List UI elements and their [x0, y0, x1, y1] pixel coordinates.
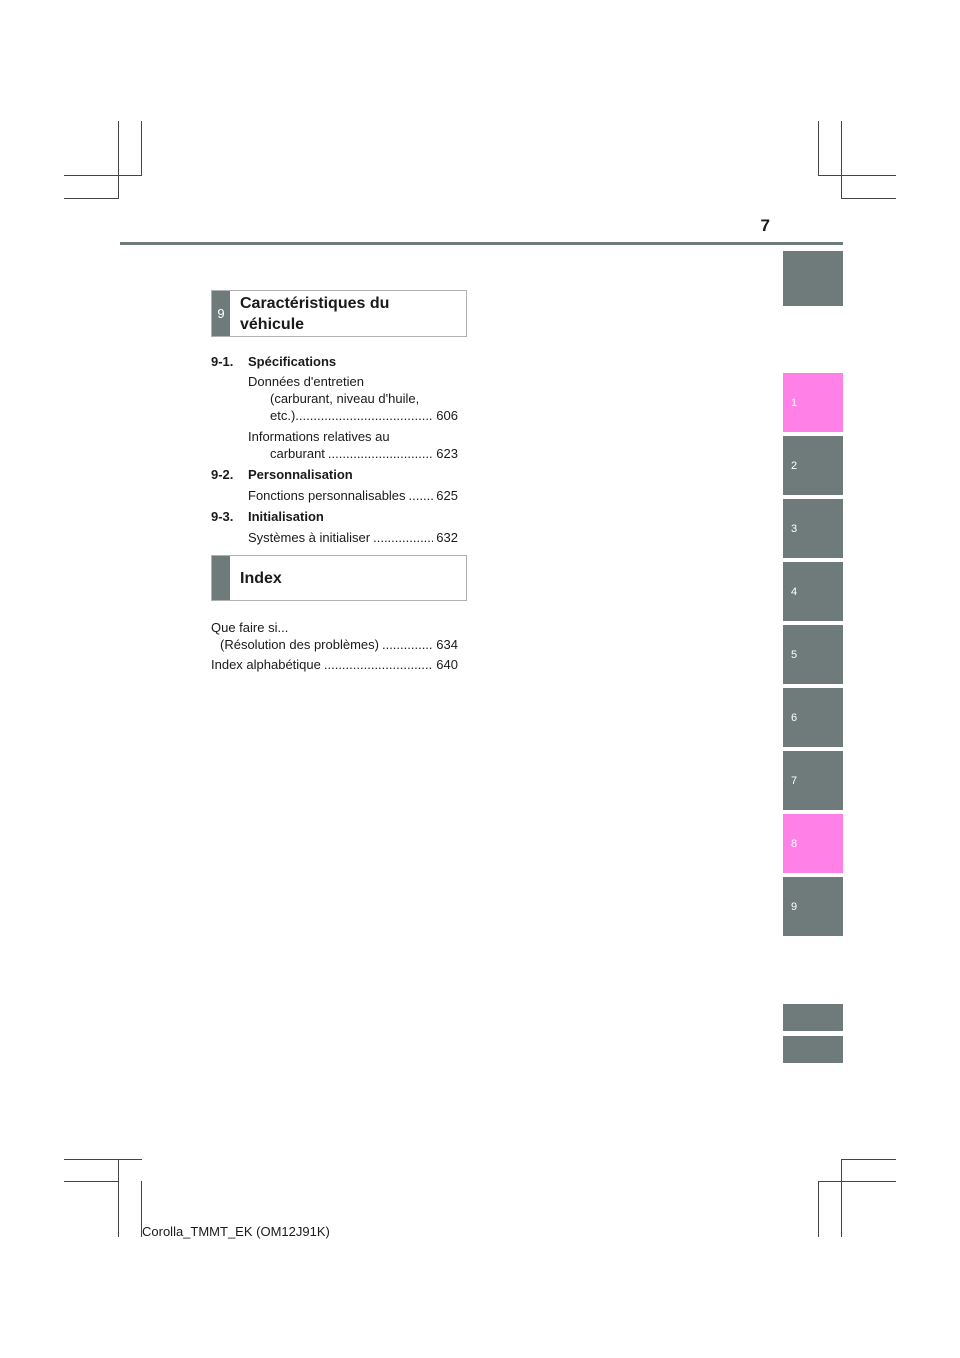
chapter-tab-5[interactable]: 5 [783, 625, 843, 684]
chapter-tab-8[interactable]: 8 [783, 814, 843, 873]
header-rule [120, 242, 843, 245]
index-title: Index [240, 570, 282, 587]
toc-entry[interactable]: Systèmes à initialiser ..... 632 [248, 529, 458, 546]
side-tab-blank-bottom-2 [783, 1036, 843, 1063]
section-9-header[interactable] [211, 290, 467, 337]
subsection-heading: 9-3. Initialisation [211, 509, 324, 524]
toc-entry[interactable]: Fonctions personnalisables ..... 625 [248, 487, 458, 504]
chapter-tab-9[interactable]: 9 [783, 877, 843, 936]
chapter-tab-3[interactable]: 3 [783, 499, 843, 558]
document-code: Corolla_TMMT_EK (OM12J91K) [142, 1224, 330, 1239]
subsection-heading: 9-1. Spécifications [211, 354, 337, 369]
index-marker [212, 556, 230, 600]
subsection-heading: 9-2. Personnalisation [211, 467, 353, 482]
side-tab-blank-top [783, 251, 843, 306]
side-tab-blank-bottom-1 [783, 1004, 843, 1031]
chapter-tab-6[interactable]: 6 [783, 688, 843, 747]
page-number: 7 [760, 216, 770, 235]
section-title: Caractéristiques du véhicule [240, 295, 390, 333]
toc-entry[interactable]: Que faire si... (Résolution des problèmes) ..... 634 [211, 619, 458, 653]
chapter-tab-1[interactable]: 1 [783, 373, 843, 432]
toc-entry[interactable]: Données d'entretien (carburant, niveau d'huile, etc.) ..... 606 [248, 373, 458, 424]
chapter-tab-4[interactable]: 4 [783, 562, 843, 621]
index-header[interactable] [211, 555, 467, 601]
chapter-tab-7[interactable]: 7 [783, 751, 843, 810]
chapter-tab-2[interactable]: 2 [783, 436, 843, 495]
toc-entry[interactable]: Informations relatives au carburant ..... 623 [248, 428, 458, 462]
section-number: 9 [212, 291, 230, 336]
toc-entry[interactable]: Index alphabétique ..... 640 [211, 656, 458, 673]
